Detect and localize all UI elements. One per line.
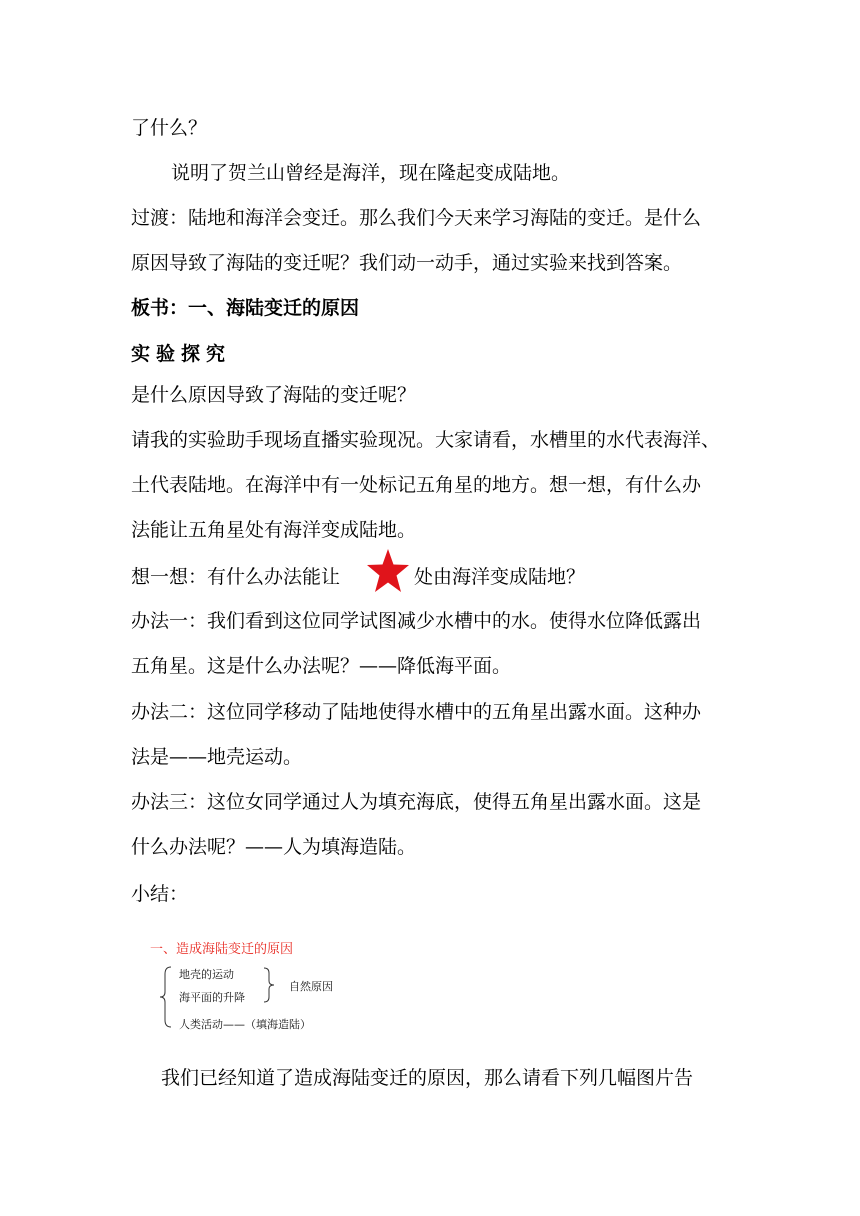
diagram-human-activity: 人类活动——（填海造陆） — [179, 1018, 311, 1031]
text-line-7: 是什么原因导致了海陆的变迁呢？ — [131, 384, 417, 406]
text-line-10: 法能让五角星处有海洋变成陆地。 — [131, 519, 417, 541]
left-brace-icon — [159, 966, 173, 1028]
summary-diagram — [145, 936, 385, 1036]
text-line-13: 办法二：这位同学移动了陆地使得水槽中的五角星出露水面。这种办 — [131, 701, 702, 723]
diagram-natural-causes: 自然原因 — [289, 980, 333, 993]
red-star-icon — [366, 548, 410, 594]
text-line-14: 法是——地壳运动。 — [131, 746, 303, 768]
text-line-15: 办法三：这位女同学通过人为填充海底，使得五角星出露水面。这是 — [131, 791, 702, 813]
think-text-after: 处由海洋变成陆地？ — [414, 566, 586, 588]
text-line-8: 请我的实验助手现场直播实验现况。大家请看，水槽里的水代表海洋、 — [131, 429, 721, 451]
text-line-1: 了什么？ — [131, 117, 208, 139]
experiment-heading: 实验探究 — [131, 343, 232, 365]
right-brace-icon — [262, 967, 276, 1003]
text-line-9: 土代表陆地。在海洋中有一处标记五角星的地方。想一想，有什么办 — [131, 474, 702, 496]
text-line-17: 我们已经知道了造成海陆变迁的原因，那么请看下列几幅图片告 — [161, 1067, 694, 1089]
diagram-item-crust: 地壳的运动 — [179, 968, 234, 981]
text-line-11: 办法一：我们看到这位同学试图减少水槽中的水。使得水位降低露出 — [131, 610, 702, 632]
text-line-2: 说明了贺兰山曾经是海洋，现在隆起变成陆地。 — [171, 162, 571, 184]
diagram-title: 一、造成海陆变迁的原因 — [150, 942, 294, 957]
board-heading: 板书：一、海陆变迁的原因 — [131, 297, 360, 319]
text-line-4: 原因导致了海陆的变迁呢？我们动一动手，通过实验来找到答案。 — [131, 252, 683, 274]
summary-label: 小结： — [131, 883, 189, 905]
text-line-16: 什么办法呢？——人为填海造陆。 — [131, 836, 417, 858]
think-text-before: 想一想：有什么办法能让 — [131, 566, 341, 588]
text-line-12: 五角星。这是什么办法呢？——降低海平面。 — [131, 655, 512, 677]
text-line-3: 过渡：陆地和海洋会变迁。那么我们今天来学习海陆的变迁。是什么 — [131, 207, 702, 229]
diagram-item-sea-level: 海平面的升降 — [179, 991, 245, 1004]
